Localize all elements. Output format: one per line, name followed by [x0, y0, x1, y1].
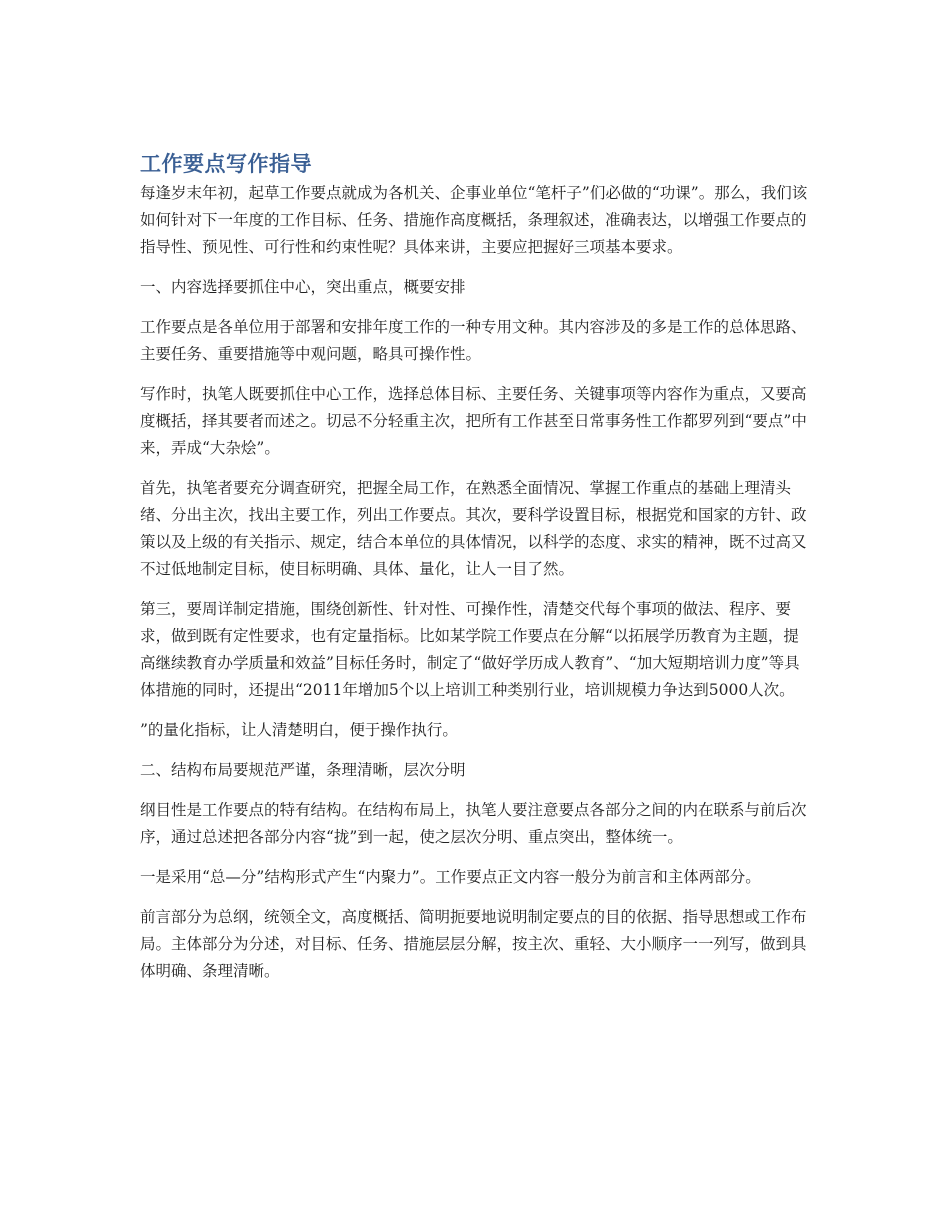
paragraph: 工作要点是各单位用于部署和安排年度工作的一种专用文种。其内容涉及的多是工作的总体思路、主要任务、重要措施等中观问题，略具可操作性。 — [140, 318, 807, 363]
document-page — [140, 148, 808, 998]
paragraph: 首先，执笔者要充分调查研究，把握全局工作，在熟悉全面情况、掌握工作重点的基础上理清头绪、分出主次，找出主要工作，列出工作要点。其次，要科学设置目标，根据党和国家的方针、政策以及上级的有关指示、规定，结合本单位的具体情况，以科学的态度、求实的精神，既不过高又不过低地制定目标，使目标明确、具体、量化，让人一目了然。 — [140, 479, 807, 578]
paragraph: 一是采用“总—分”结构形式产生“内聚力”。工作要点正文内容一般分为前言和主体两部分。 — [140, 868, 761, 886]
document-title: 工作要点写作指导 — [140, 152, 312, 176]
section-heading-1: 一、内容选择要抓住中心，突出重点，概要安排 — [140, 278, 466, 296]
paragraph: 前言部分为总纲，统领全文，高度概括、简明扼要地说明制定要点的目的依据、指导思想或工作布局。主体部分为分述，对目标、任务、措施层层分解，按主次、重轻、大小顺序一一列写，做到具体明确、条理清晰。 — [140, 908, 807, 980]
paragraph: ”的量化指标，让人清楚明白，便于操作执行。 — [140, 721, 458, 739]
paragraph: 写作时，执笔人既要抓住中心工作，选择总体目标、主要任务、关键事项等内容作为重点，又要高度概括，择其要者而述之。切忌不分轻重主次，把所有工作甚至日常事务性工作都罗列到“要点”中来，弄成“大杂烩”。 — [140, 385, 807, 457]
paragraph: 第三，要周详制定措施，围绕创新性、针对性、可操作性，清楚交代每个事项的做法、程序、要求，做到既有定性要求，也有定量指标。比如某学院工作要点在分解“以拓展学历教育为主题，提高继续教育办学质量和效益”目标任务时，制定了“做好学历成人教育”、“加大短期培训力度”等具体措施的同时，还提出“2011年增加5个以上培训工种类别行业，培训规模力争达到5000人次。 — [140, 600, 800, 699]
section-heading-2: 二、结构布局要规范严谨，条理清晰，层次分明 — [140, 761, 466, 779]
paragraph: 纲目性是工作要点的特有结构。在结构布局上，执笔人要注意要点各部分之间的内在联系与前后次序，通过总述把各部分内容“拢”到一起，使之层次分明、重点突出，整体统一。 — [140, 801, 807, 846]
paragraph-intro: 每逢岁末年初，起草工作要点就成为各机关、企事业单位“笔杆子”们必做的“功课”。那么，我们该如何针对下一年度的工作目标、任务、措施作高度概括，条理叙述，准确表达，以增强工作要点的指导性、预见性、可行性和约束性呢？具体来讲，主要应把握好三项基本要求。 — [140, 184, 808, 256]
